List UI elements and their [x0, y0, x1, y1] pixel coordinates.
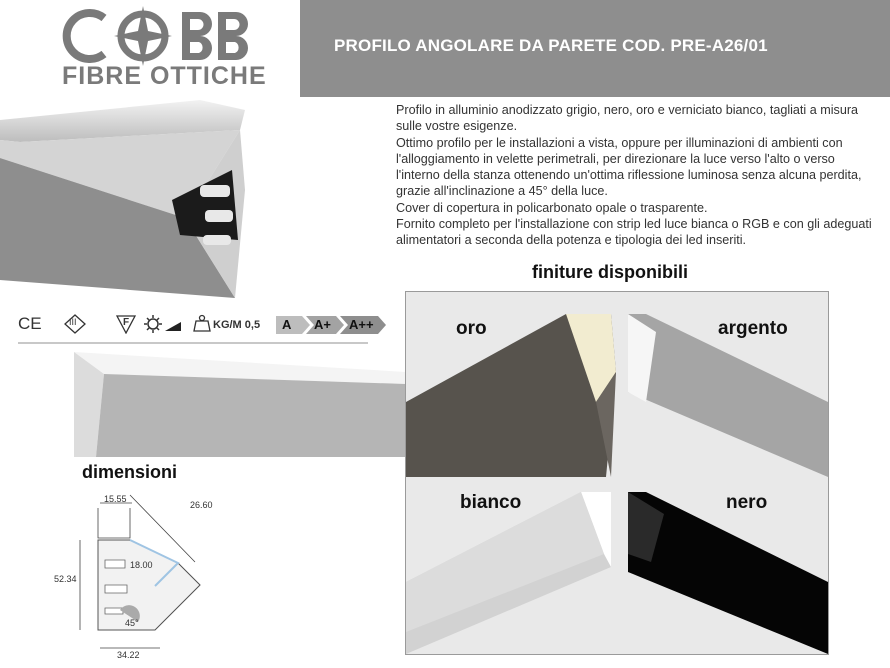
description-line: Profilo in alluminio anodizzato grigio, nero, oro e verniciato bianco, tagliati a misura sulle vostre esigenze. — [396, 103, 859, 134]
energy-a-plus: A+ — [314, 317, 331, 332]
finish-bianco-label: bianco — [460, 492, 522, 513]
description-line: Fornito completo per l'installazione con strip led luce bianca o RGB e con gli adeguati alimentatori a seconda della potenza e tipologia dei led inseriti. — [396, 217, 872, 248]
logo — [0, 0, 300, 97]
f-mark-label: F — [123, 317, 130, 328]
energy-a: A — [282, 317, 292, 332]
finish-argento-label: argento — [718, 318, 788, 339]
energy-a-plus-plus: A++ — [349, 317, 374, 332]
dim-top-width: 15.55 — [104, 494, 127, 504]
finish-oro-label: oro — [456, 318, 487, 339]
divider — [18, 342, 368, 344]
page-title: PROFILO ANGOLARE DA PARETE COD. PRE-A26/01 — [334, 36, 768, 55]
sun-dimmer-icon — [143, 314, 183, 334]
finishes-title: finiture disponibili — [532, 262, 688, 282]
finish-nero-label: nero — [726, 492, 768, 513]
dim-inner: 18.00 — [130, 560, 153, 570]
dim-height: 52.34 — [54, 574, 77, 584]
ce-mark: CE — [18, 314, 42, 333]
dim-angle: 45° — [125, 618, 139, 628]
dim-diagonal: 26.60 — [190, 500, 213, 510]
dimensions-title: dimensioni — [82, 462, 178, 482]
class-iii-label: III — [69, 317, 77, 327]
weight-label: KG/M 0,5 — [213, 319, 261, 331]
weight-icon — [193, 314, 211, 334]
finishes-panel — [405, 291, 829, 655]
logo-subtitle: FIBRE OTTICHE — [62, 62, 267, 90]
profile-bar-image — [74, 352, 406, 462]
finish-swatches — [406, 292, 828, 654]
dim-width: 34.22 — [117, 650, 140, 660]
description — [396, 102, 878, 249]
dimension-drawing — [60, 490, 240, 660]
description-line: Cover di copertura in policarbonato opale o trasparente. — [396, 200, 708, 215]
description-line: Ottimo profilo per le installazioni a vista, oppure per illuminazioni di ambienti con l'alloggiamento in velette perimetrali, per direzionare la luce verso l'alto o verso l'interno della stanza ottenendo un'ottima riflessione luminosa senza alcuna perdita, grazie all'inclinazione a 45° della luce. — [396, 135, 862, 199]
profile-image — [0, 100, 250, 300]
